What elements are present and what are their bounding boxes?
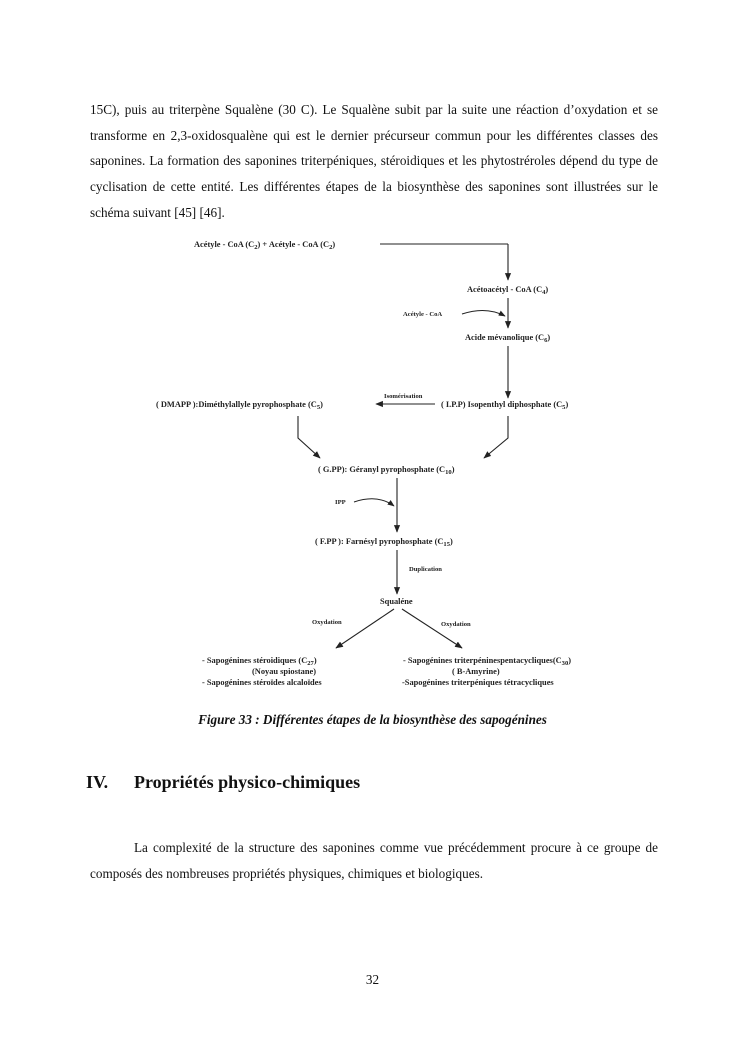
product-b-amyrine: ( B-Amyrine) [452,667,500,676]
product-tetracycliques: -Sapogénines triterpéniques tétracycliques [402,678,554,687]
curved-arrow-ipp [354,499,394,506]
side-ipp: IPP [335,499,346,506]
section-number: IV. [86,772,109,792]
arrow-dmapp-to-gpp [298,416,320,458]
section-title: Propriétés physico-chimiques [134,772,361,792]
body-paragraph [90,835,658,886]
node-fpp: ( F.PP ): Farnésyl pyrophosphate $(C_{15})$ [315,537,453,548]
node-acide-mevanolique: Acide mévanolique $(C_6)$ [465,333,551,344]
arrow-oxydation-right [402,609,462,648]
node-acetyl-coa-start: Acétyle - CoA $(C_2)$ + Acétyle - CoA $(C_2)$ [194,240,336,251]
product-noyau-spiostane: (Noyau spiostane) [252,667,316,676]
product-pentacycliques: - Sapogénines $triterpéninespentacycliques(C_{30})$ [403,656,572,667]
product-steroides-alcaloides: - Sapogénines stéroïdes alcaloïdes [202,678,322,687]
section-heading [86,772,360,793]
label-isomerisation: Isomérisation [384,393,423,400]
product-steroidiques: - Sapogénines stéroidiques $(C_{27})$ [202,656,317,667]
figure-caption: Figure 33 : Différentes étapes de la biosynthèse des sapogénines [198,712,547,727]
label-duplication: Duplication [409,566,442,573]
arrow-ipp-to-gpp [484,416,508,458]
node-gpp: ( G.PP): Géranyl pyrophosphate $(C_{10})$ [318,465,455,476]
arrow-oxydation-left [336,609,394,648]
label-oxydation-right: Oxydation [441,621,471,628]
side-acetyl-coa: Acétyle - CoA [403,311,443,318]
biosynthesis-diagram [0,228,745,698]
node-ipp: ( I.P.P) Isopenthyl diphosphate $(C_5)$ [441,400,569,411]
page-number: 32 [365,972,380,987]
intro-paragraph: 15C), puis au triterpène Squalène (30 C). Le Squalène subit par la suite une réaction d’oxydation et se transforme en 2,3-oxidosqualène qui est le dernier précurseur commun pour les différentes classes des saponines. La formation des saponines triterpéniques, stéroidiques et les phytostréroles dépend du type de cyclisation de cette entité. Les différentes étapes de la biosynthèse des saponines sont illustrées sur le schéma suivant [45] [46]. [90,102,658,220]
node-acetoacetyl-coa: Acétoacétyl - CoA $(C_4)$ [467,285,549,296]
node-squalene: Squaléne [380,597,413,606]
body-paragraph-text: La complexité de la structure des saponines comme vue précédemment procure à ce groupe de composés des nombreuses propriétés physiques, chimiques et biologiques. [90,840,658,881]
curved-arrow-acetyl-coa [462,310,505,316]
label-oxydation-left: Oxydation [312,619,342,626]
node-dmapp: ( DMAPP ):Diméthylallyle pyrophosphate $(C_5)$ [156,400,323,411]
